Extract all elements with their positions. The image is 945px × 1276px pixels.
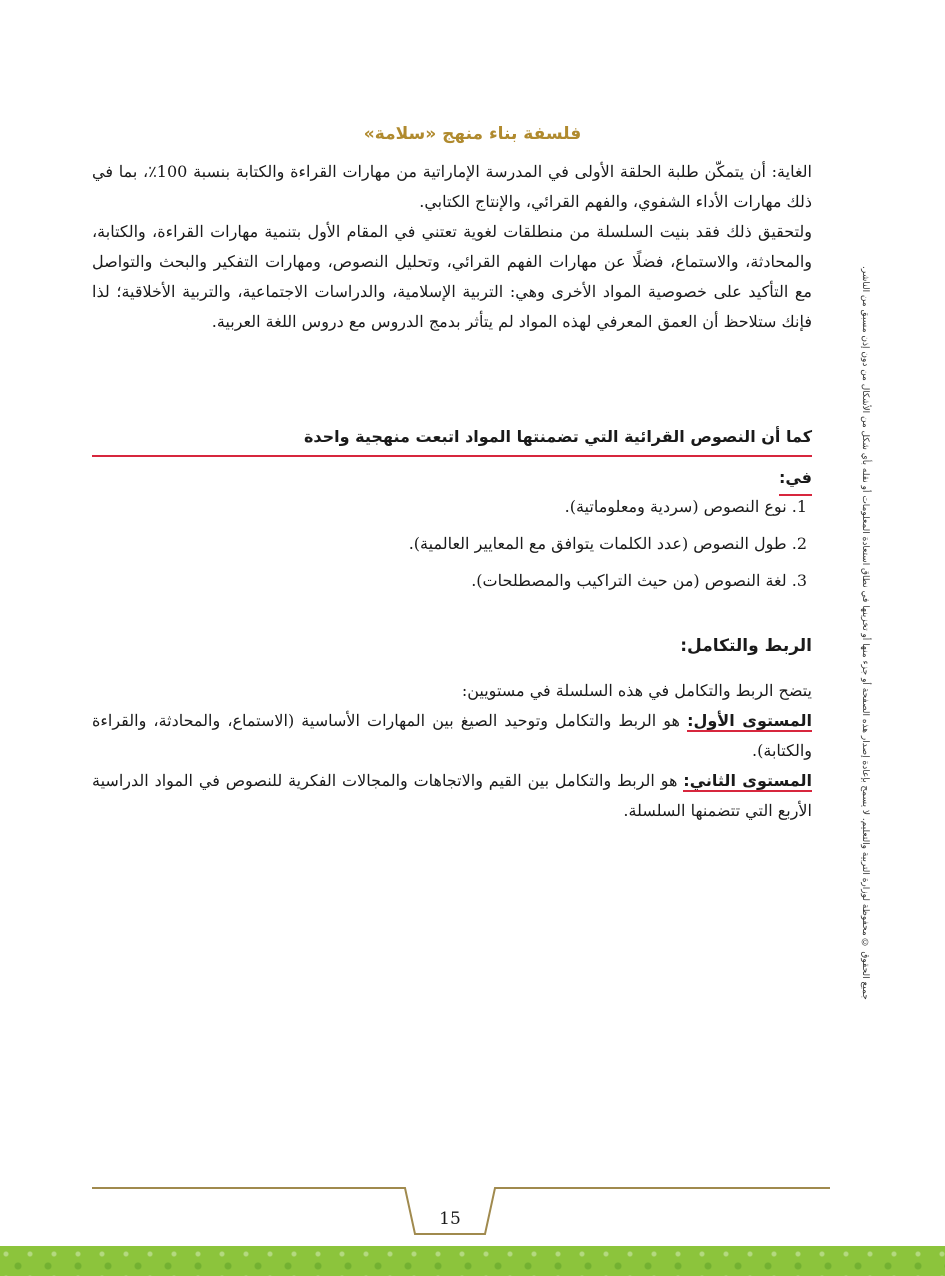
reading-texts-heading-line2: في: (779, 461, 812, 496)
level2-paragraph (92, 766, 812, 826)
approach-paragraph: ولتحقيق ذلك فقد بنيت السلسلة من منطلقات لغوية تعتني في المقام الأول بتنمية مهارات القراءة، والكتابة، والمحادثة، والاستماع، فضلًا عن مهارات الفهم القرائي، وتحليل النصوص، ومهارات التفكير والبحث والتواصل مع التأكيد على خصوصية المواد الأخرى وهي: التربية الإسلامية، والدراسات الاجتماعية، والتربية الأخلاقية؛ لذا فإنك ستلاحظ أن العمق المعرفي لهذه المواد لم يتأثر بدمج الدروس مع دروس اللغة العربية. (92, 222, 812, 331)
decorative-band (0, 1246, 945, 1276)
list-item: 2. طول النصوص (عدد الكلمات يتوافق مع المعايير العالمية). (408, 534, 807, 553)
copyright-note: جميع الحقوق © محفوظة لوزارة التربية والتعليم. لا يسمح بإعادة إصدار هذه الصفحة أو جزء منها أو تخزينها في نطاق استعادة المعلومات أو نقله بأي شكل من الأشكال من دون إذن مسبق من الناشر. (860, 266, 870, 1000)
page-number: 15 (439, 1209, 461, 1229)
integration-section (92, 676, 812, 826)
level1-paragraph (92, 706, 812, 766)
level2-label: المستوى الثاني: (683, 771, 813, 790)
criteria-list (92, 488, 807, 599)
level1-label: المستوى الأول: (687, 711, 813, 730)
level2-text: هو الربط والتكامل بين القيم والاتجاهات والمجالات الفكرية للنصوص في المواد الدراسية الأربع التي تتضمنها السلسلة. (92, 771, 812, 820)
reading-texts-heading-line1: كما أن النصوص القرائية التي تضمنتها المواد اتبعت منهجية واحدة (92, 420, 812, 457)
level1-text: هو الربط والتكامل وتوحيد الصيغ بين المهارات الأساسية (الاستماع، والمحادثة، والقراءة والكتابة). (92, 711, 812, 760)
list-item: 1. نوع النصوص (سردية ومعلوماتية). (564, 497, 807, 516)
goal-paragraph: الغاية: أن يتمكّن طلبة الحلقة الأولى في المدرسة الإماراتية من مهارات القراءة والكتابة بنسبة 100٪، بما في ذلك مهارات الأداء الشفوي، والفهم القرائي، والإنتاج الكتابي. (92, 162, 812, 211)
page-title: فلسفة بناء منهج «سلامة» (363, 124, 582, 144)
integration-heading: الربط والتكامل: (680, 636, 812, 656)
intro-section (92, 157, 812, 337)
list-item: 3. لغة النصوص (من حيث التراكيب والمصطلحات). (471, 571, 807, 590)
reading-texts-heading (92, 420, 812, 496)
integration-intro: يتضح الربط والتكامل في هذه السلسلة في مستويين: (461, 681, 812, 700)
